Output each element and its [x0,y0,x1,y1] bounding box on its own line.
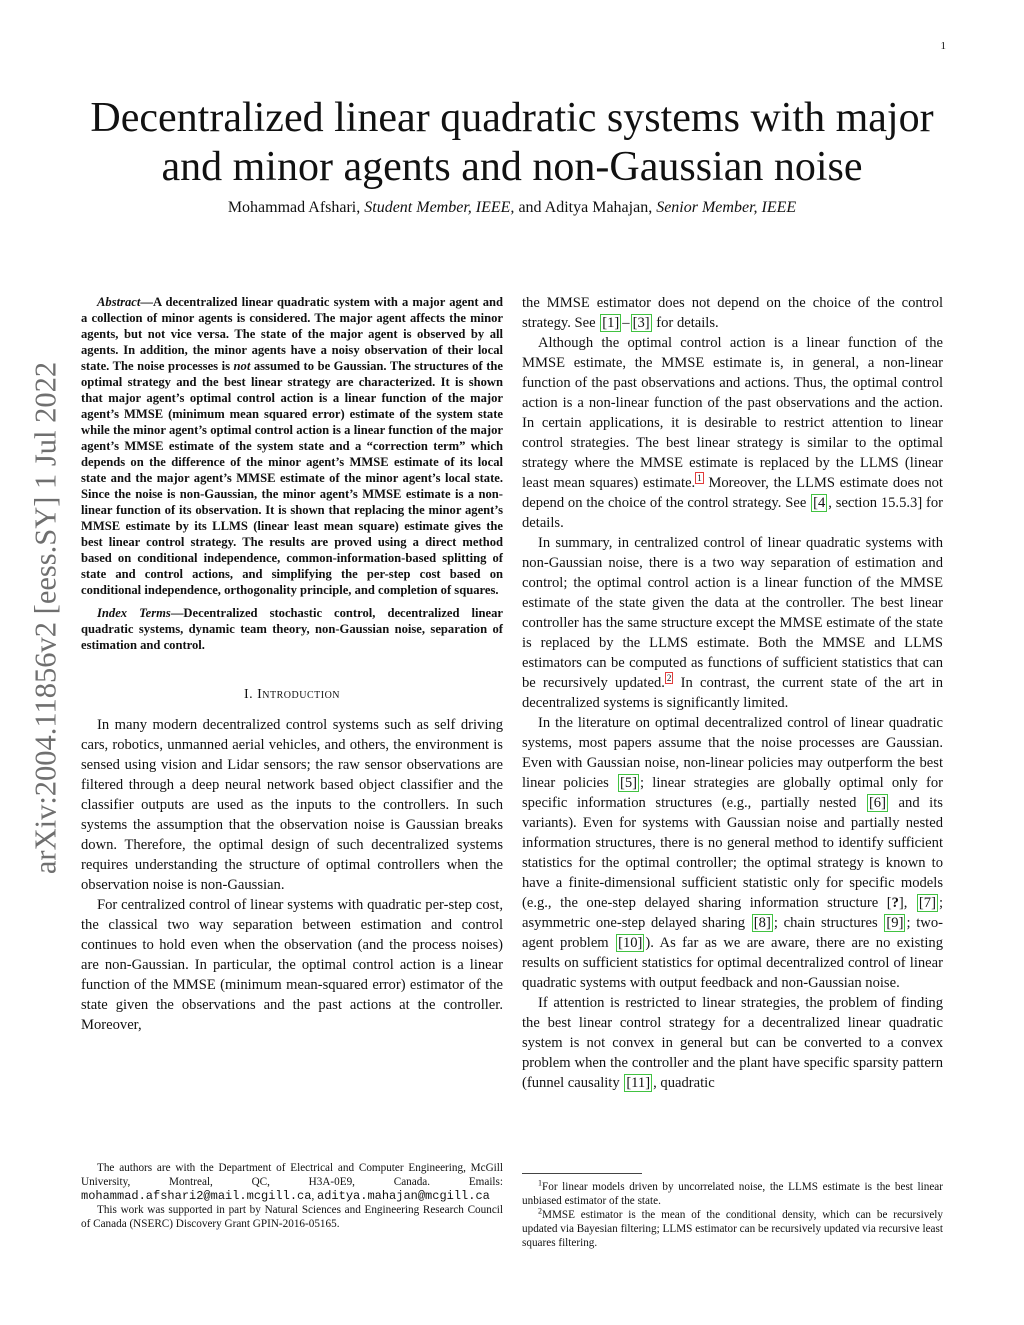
text-run: for details. [652,315,719,331]
right-paragraph-2 [522,533,943,713]
author-conjunction: and [518,199,542,216]
right-column [522,293,943,1093]
citation-link[interactable]: [10] [618,935,643,951]
citation-link[interactable]: [7] [918,895,936,911]
index-terms-label: Index Terms [97,606,171,620]
text-run: ], [898,895,916,911]
title-line-1: Decentralized linear quadratic systems with major [90,95,934,141]
abstract-emphasis: not [233,359,251,373]
text-run: The authors are with the Department of Electrical and Computer Engineering, McGill University, Montreal, QC, H3A-0E9, Canada. Emails: [81,1162,503,1188]
footnote-2 [522,1208,943,1250]
footnote-text: For linear models driven by uncorrelated noise, the LLMS estimate is the best linear unbiased estimator of the state. [522,1181,943,1207]
affiliation-text [81,1161,503,1203]
arxiv-identifier: arXiv:2004.11856v2 [eess.SY] 1 Jul 2022 [28,361,63,875]
abstract-text-2: assumed to be Gaussian. The structures of the optimal strategy and the best linear strategy are characterized. It is shown that major agent’s optimal control action is a linear function of the major agent’s MMSE (minimum mean squared error) estimate of the system state while the minor agent’s optimal control action is a linear function of the major agent’s MMSE estimate of the system state and a “correction term” which depends on the difference of the minor agent’s MMSE estimate of its local state and the major agent’s MMSE estimate of the minor agent’s local state. Since the noise is non-Gaussian, the minor agent’s MMSE estimate is a non-linear function of its observation. It is shown that replacing the minor agent’s MMSE estimate by its LLMS (linear least mean square) estimate gives the best linear control strategy. The results are proved using a direct method based on conditional independence, common-information-based splitting of state and control actions, and simplifying the per-step cost based on conditional independence, orthogonality principle, and completion of squares. [81,359,503,597]
text-run: , quadratic [653,1075,715,1091]
footnote-marker: 2 [538,1206,542,1216]
text-run: In summary, in centralized control of linear quadratic systems with non-Gaussian noise, there is a two way separation of estimation and control; the optimal control action is a linear function of the MMSE estimate of the state given the data at the controller. The best linear controller has the same structure except the MMSE estimate of the state is replaced by the LLMS estimate. Both the MMSE and LLMS estimators can be computed as functions of sufficient statistics that can be recursively updated. [522,535,943,691]
text-run: If attention is restricted to linear strategies, the problem of finding the best linear control strategy for a decentralized linear quadratic system is not convex in general but can be converted to a convex problem when the controller and the plant have specific sparsity pattern (funnel causality [522,995,943,1091]
citation-link[interactable]: [6] [868,795,886,811]
title-line-2: and minor agents and non-Gaussian noise [161,144,863,190]
text-run: ; two-agent problem [522,915,943,951]
author-2-role: Senior Member, IEEE [656,199,797,216]
email-link[interactable]: mohammad.afshari2@mail.mcgill.ca [81,1189,312,1203]
section-number: I. [243,687,254,702]
citation-link[interactable]: [1] [602,315,620,331]
abstract-text: A decentralized linear quadratic system with a major agent and a collection of minor agents is considered. The major agent affects the minor agents, but not vice versa. The state of the major agent is observed by all agents. In addition, the minor agents have a noisy observation of their local state. The noise processes is [81,295,503,373]
text-run: , section 15.5.3] for details. [522,495,943,531]
author-1: Mohammad Afshari, [227,199,361,216]
index-terms-text: Decentralized stochastic control, decentralized linear quadratic systems, dynamic team theory, non-Gaussian noise, separation of estimation and control. [81,606,503,652]
footnote-divider [522,1173,642,1174]
footnote-text: MMSE estimator is the mean of the conditional density, which can be recursively updated via Bayesian filtering; LLMS estimator can be recursively updated via recursive least squares filtering. [522,1209,943,1249]
author-1-role: Student Member, IEEE, [364,199,515,216]
text-run: Although the optimal control action is a linear function of the MMSE estimate, the MMSE estimate is, in general, a non-linear function of the past observations and actions. Thus, the optimal control action is a non-linear function of the past observations and the action. In certain applications, it is desirable to restrict attention to linear control strategies. The best linear strategy is similar to the optimal strategy where the MMSE estimate is replaced by the LLMS (linear least mean squares) estimate. [522,335,943,491]
text-run: ). As far as we are aware, there are no existing results on sufficient statistics for optimal decentralized control of linear quadratic systems with output feedback and non-Gaussian noise. [522,935,943,991]
unresolved-citation: ? [891,895,899,911]
section-heading-introduction [81,687,503,703]
index-terms [81,605,503,653]
citation-link[interactable]: [4 [813,495,826,511]
footnote-marker: 1 [538,1178,542,1188]
affiliation-footnote [81,1161,503,1231]
citation-link[interactable]: [3] [632,315,650,331]
right-paragraph-4 [522,993,943,1093]
text-run: In the literature on optimal decentralized control of linear quadratic systems, most papers assume that the noise processes are Gaussian. Even with Gaussian noise, non-linear policies may outperform the best linear policies [522,715,943,791]
text-run: , [311,1190,315,1202]
citation-link[interactable]: [9] [886,915,904,931]
text-run: Moreover, the LLMS estimate does not depend on the choice of the control strategy. See [522,475,943,511]
right-paragraph-1 [522,333,943,533]
page-number: 1 [940,40,946,52]
text-run: ; chain structures [773,915,884,931]
footnote-link[interactable]: 1 [697,473,702,484]
section-title: Introduction [257,687,341,702]
author-line [60,199,964,217]
citation-link[interactable]: [8] [753,915,771,931]
text-run: and its variants). Even for systems with Gaussian noise and partially nested information structures, there is no general method to identify sufficient statistics for the optimal controller; the optimal strategy is known to have a finite-dimensional sufficient statistic only for specific models (e.g., the one-step delayed sharing information structure [ [522,795,943,911]
footnote-1 [522,1180,943,1208]
text-run: the MMSE estimator does not depend on the choice of the control strategy. See [522,295,943,331]
text-run: ; linear strategies are globally optimal only for specific information structures (e.g., partially nested [522,775,943,811]
footnote-link[interactable]: 2 [666,673,672,684]
abstract [81,294,503,598]
intro-paragraph-2: For centralized control of linear systems with quadratic per-step cost, the classical two way separation between estimation and control continues to hold even when the observation (and the process noises) are non-Gaussian. In particular, the optimal control action is a linear function of the MMSE (minimum mean-squared error) estimator of the state given the observations and the past actions at the controller. Moreover, [81,897,503,1033]
index-terms-dash: — [170,606,184,620]
email-link[interactable]: aditya.mahajan@mcgill.ca [317,1189,490,1203]
text-run: – [622,315,630,331]
text-run: In contrast, the current state of the art in decentralized systems is significantly limited. [522,675,943,711]
page-footnotes [522,1173,943,1250]
right-paragraph-3 [522,713,943,993]
abstract-dash: — [140,295,153,309]
left-column [81,294,503,1035]
citation-link[interactable]: [11] [626,1075,651,1091]
abstract-label: Abstract [97,295,141,309]
right-paragraph-0 [522,293,943,333]
author-2: Aditya Mahajan, [544,199,653,216]
funding-text: This work was supported in part by Natural Sciences and Engineering Research Council of Canada (NSERC) Discovery Grant GPIN-2016-05165. [81,1204,503,1230]
citation-link[interactable]: [5] [620,775,638,791]
paper-title [60,94,964,192]
text-run: ; asymmetric one-step delayed sharing [522,895,943,931]
intro-paragraph-1: In many modern decentralized control systems such as self driving cars, robotics, unmanned aerial vehicles, and others, the environment is sensed using vision and Lidar sensors; the raw sensor observations are filtered through a deep neural network based object classifier and the classifier outputs are used as the inputs to the controllers. In such systems the assumption that the observation noise is Gaussian breaks down. Therefore, the optimal design of such decentralized systems requires understanding the structure of optimal controllers when the observation noise is non-Gaussian. [81,717,503,893]
